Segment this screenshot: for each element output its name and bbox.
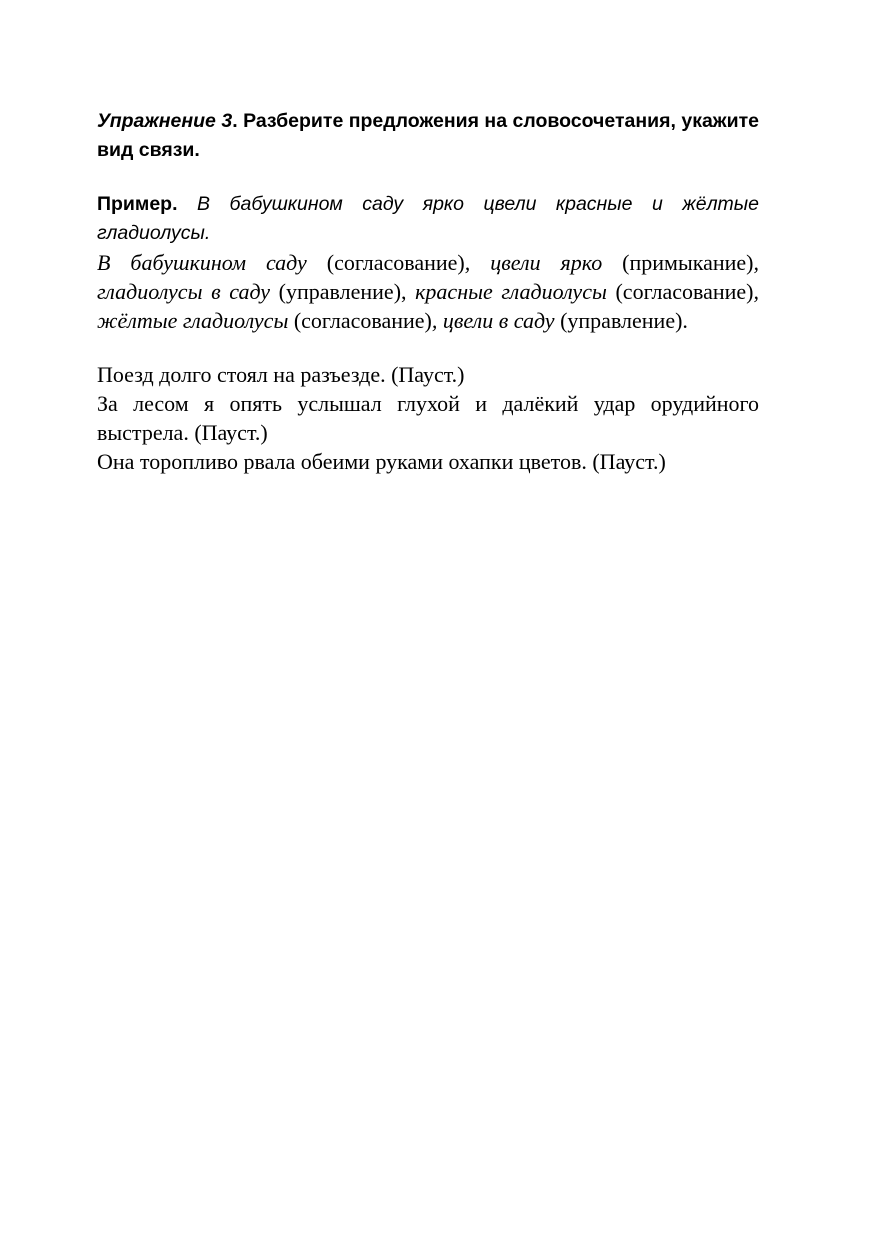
exercise-sentences bbox=[97, 360, 759, 476]
exercise-number: Упражнение 3 bbox=[97, 110, 233, 132]
analysis-phrase: В бабушкином саду bbox=[97, 250, 307, 275]
exercise-instruction: . Разберите предложения на словосочетания, укажите вид связи. bbox=[97, 110, 760, 161]
analysis-link-type: (согласование) bbox=[306, 250, 465, 275]
analysis-link-type: (согласование) bbox=[606, 279, 754, 304]
example-sentence: В бабушкином саду ярко цвели красные и жёлтые гладиолусы. bbox=[97, 193, 759, 244]
analysis-phrase: , цвели ярко bbox=[464, 250, 603, 275]
analysis-phrase: , гладиолусы в саду bbox=[97, 250, 759, 304]
example-line bbox=[97, 190, 759, 248]
analysis-phrase: , цвели в саду bbox=[431, 308, 555, 333]
exercise-sentence: Она торопливо рвала обеими руками охапки цветов. (Пауст.) bbox=[97, 449, 666, 474]
exercise-task bbox=[97, 107, 759, 165]
example-label: Пример. bbox=[97, 193, 178, 215]
exercise-sentence: За лесом я опять услышал глухой и далёкий удар орудийного выстрела. (Пауст.) bbox=[97, 391, 759, 445]
exercise-page bbox=[97, 107, 759, 476]
analysis-link-type: (управление), bbox=[270, 279, 416, 304]
analysis-phrase: , жёлтые гладиолусы bbox=[97, 279, 759, 333]
analysis-phrase: красные гладиолусы bbox=[415, 279, 607, 304]
analysis-link-type: (примыкание) bbox=[602, 250, 754, 275]
analysis-link-type: (управление). bbox=[554, 308, 688, 333]
example-analysis bbox=[97, 248, 759, 335]
analysis-link-type: (согласование) bbox=[288, 308, 432, 333]
exercise-sentence: Поезд долго стоял на разъезде. (Пауст.) bbox=[97, 362, 465, 387]
